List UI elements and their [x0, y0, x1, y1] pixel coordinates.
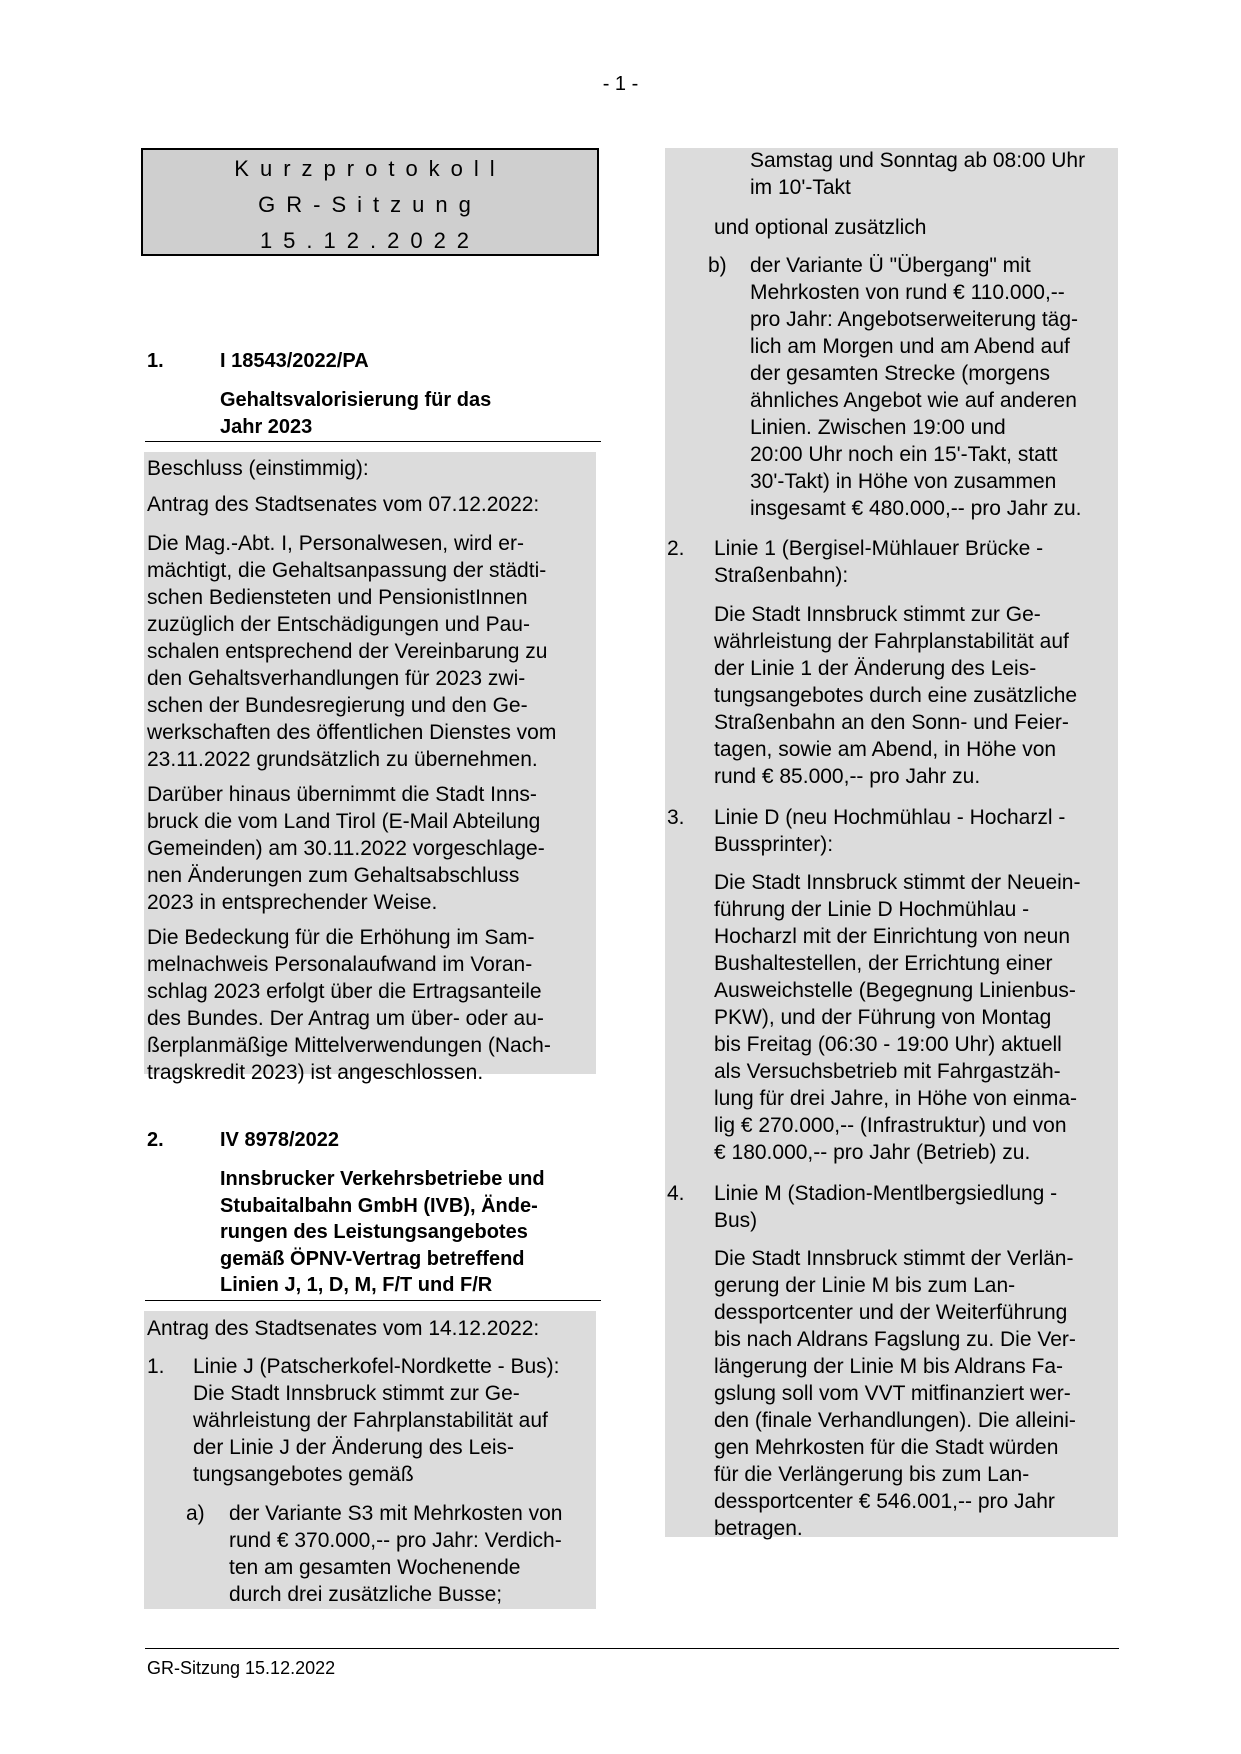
footer-rule: [145, 1648, 1119, 1649]
right-s2-body: Die Stadt Innsbruck stimmt zur Ge- währleistung der Fahrplanstabilität auf der Linie 1 der Änderung des Leis- tungsangebotes durch eine zusätzliche Straßenbahn an den Sonn- und Feier- tagen, sowie am Abend, in Höhe von rund € 85.000,-- pro Jahr zu.: [714, 603, 1078, 788]
item2-rule: [145, 1300, 601, 1301]
right-b-text: der Variante Ü "Übergang" mit Mehrkosten von rund € 110.000,-- pro Jahr: Angebotserweiterung täg- lich am Morgen und am Abend auf der gesamten Strecke (morgens ähnliches Angebot wie auf anderen Linien. Zwischen 19:00 und 20:00 Uhr noch ein 15'-Takt, statt 30'-Takt) in Höhe von zusammen insgesamt € 480.000,-- pro Jahr zu.: [750, 254, 1082, 520]
item1-number: 1.: [147, 350, 164, 372]
right-s2-head: Linie 1 (Bergisel-Mühlauer Brücke - Straßenbahn):: [714, 537, 1044, 587]
item2-sub1a-text: der Variante S3 mit Mehrkosten von rund € 370.000,-- pro Jahr: Verdich- ten am gesamten Wochenende durch drei zusätzliche Busse;: [229, 1502, 563, 1606]
item2-motion: Antrag des Stadtsenates vom 14.12.2022:: [147, 1317, 540, 1340]
right-optional: und optional zusätzlich: [714, 216, 927, 239]
item1-code: I 18543/2022/PA: [220, 350, 369, 372]
title-line-1: Kurzprotokoll: [234, 156, 506, 181]
item1-decision: Beschluss (einstimmig):: [147, 457, 369, 480]
title-box: [141, 148, 599, 256]
item1-para1: Die Mag.-Abt. I, Personalwesen, wird er- mächtigt, die Gehaltsanpassung der städti- schen Bediensteten und PensionistInnen zuzüglich der Entschädigungen und Pau- schalen entsprechend der Vereinbarung zu den Gehaltsverhandlungen für 2023 zwi- schen der Bundesregierung und den Ge- werkschaften des öffentlichen Dienstes vom 23.11.2022 grundsätzlich zu übernehmen.: [147, 532, 557, 771]
item1-title: Gehaltsvalorisierung für das Jahr 2023: [220, 389, 492, 438]
right-s4-number: 4.: [667, 1182, 685, 1205]
right-continuation: Samstag und Sonntag ab 08:00 Uhr im 10'-Takt: [750, 149, 1086, 199]
item1-para3: Die Bedeckung für die Erhöhung im Sam- melnachweis Personalaufwand im Voran- schlag 2023 erfolgt über die Ertragsanteile des Bundes. Der Antrag um über- oder au- ßerplanmäßige Mittelverwendungen (Nach- tragskredit 2023) ist angeschlossen.: [147, 926, 551, 1084]
item2-title: Innsbrucker Verkehrsbetriebe und Stubaitalbahn GmbH (IVB), Ände- rungen des Leistungsangebotes gemäß ÖPNV-Vertrag betreffend Linien J, 1, D, M, F/T und F/R: [220, 1168, 545, 1296]
right-s3-number: 3.: [667, 806, 685, 829]
right-s3-head: Linie D (neu Hochmühlau - Hocharzl - Bussprinter):: [714, 806, 1066, 856]
right-s3-body: Die Stadt Innsbruck stimmt der Neuein- führung der Linie D Hochmühlau - Hocharzl mit der Einrichtung von neun Bushaltestellen, der Errichtung einer Ausweichstelle (Begegnung Linienbus- PKW), und der Führung von Montag bis Freitag (06:30 - 19:00 Uhr) aktuell als Versuchsbetrieb mit Fahrgastzäh- lung für drei Jahre, in Höhe von einma- lig € 270.000,-- (Infrastruktur) und von € 180.000,-- pro Jahr (Betrieb) zu.: [714, 871, 1081, 1164]
title-line-3: 15.12.2022: [259, 228, 481, 253]
item1-motion: Antrag des Stadtsenates vom 07.12.2022:: [147, 493, 540, 516]
right-s2-number: 2.: [667, 537, 685, 560]
right-s4-head: Linie M (Stadion-Mentlbergsiedlung - Bus): [714, 1182, 1058, 1232]
right-s4-body: Die Stadt Innsbruck stimmt der Verlän- gerung der Linie M bis zum Lan- dessportcenter und der Weiterführung bis nach Aldrans Fagslung zu. Die Ver- längerung der Linie M bis Aldrans Fa- gslung soll vom VVT mitfinanziert wer- den (finale Verhandlungen). Die alleini- gen Mehrkosten für die Stadt würden für die Verlängerung bis zum Lan- dessportcenter € 546.001,-- pro Jahr betragen.: [714, 1247, 1076, 1540]
footer-text: GR-Sitzung 15.12.2022: [147, 1658, 336, 1678]
item2-sub1-number: 1.: [147, 1355, 165, 1378]
item2-number: 2.: [147, 1129, 164, 1151]
item1-rule: [145, 441, 601, 442]
title-line-2: GR-Sitzung: [258, 192, 482, 217]
right-b-label: b): [708, 254, 727, 277]
item2-sub1-text: Linie J (Patscherkofel-Nordkette - Bus): Die Stadt Innsbruck stimmt zur Ge- währleistung der Fahrplanstabilität auf der Linie J der Änderung des Leis- tungsangebotes gemäß: [193, 1355, 560, 1486]
item2-code: IV 8978/2022: [220, 1129, 339, 1151]
item2-sub1a-label: a): [186, 1502, 205, 1525]
item1-para2: Darüber hinaus übernimmt die Stadt Inns- bruck die vom Land Tirol (E-Mail Abteilung Gemeinden) am 30.11.2022 vorgeschlage- nen Änderungen zum Gehaltsabschluss 2023 in entsprechender Weise.: [147, 783, 545, 914]
page-number: - 1 -: [602, 73, 639, 95]
